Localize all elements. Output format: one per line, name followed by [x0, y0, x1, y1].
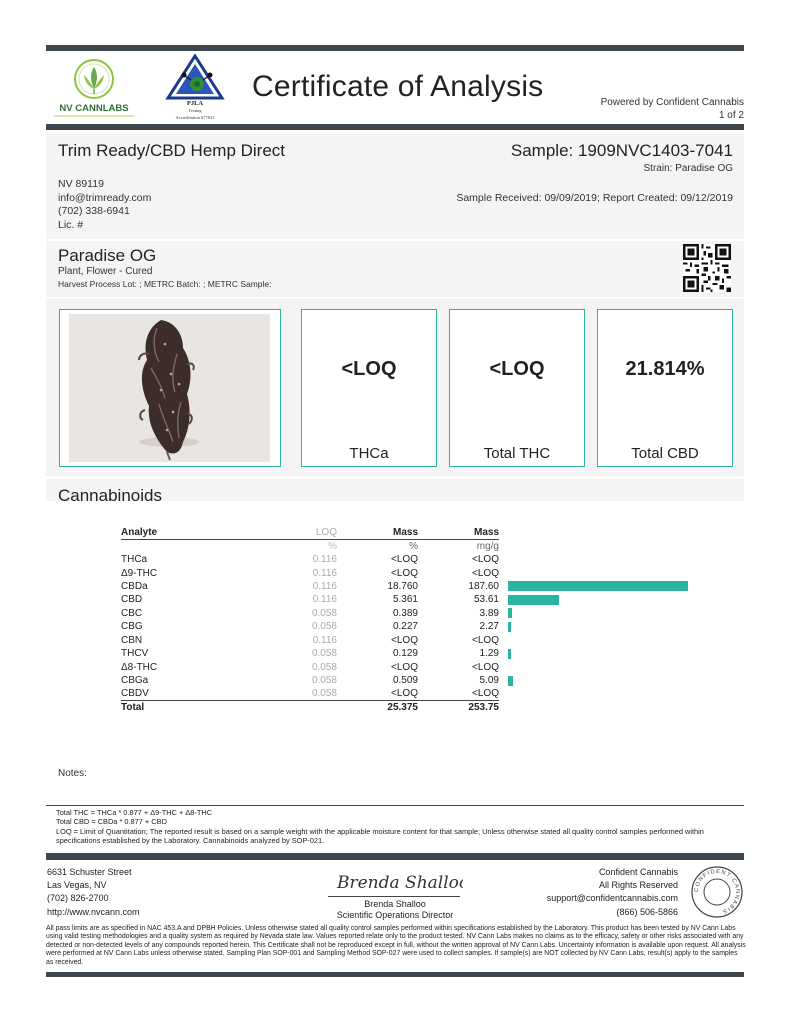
stat-card-thca	[301, 309, 437, 467]
analyte-mass-pct: <LOQ	[391, 634, 418, 646]
confident-cannabis-seal-icon	[690, 865, 744, 919]
analyte-mass-mgg: 3.89	[479, 607, 499, 619]
analyte-mass-pct: 5.361	[392, 594, 418, 606]
lab-phone: (702) 826-2700	[47, 893, 109, 904]
formula-loq-note: LOQ = Limit of Quantitation; The reported result is based on a sample weight with the applicable moisture content for that sample; Unless otherwise stated all quality control samples performed within specifications established by the Laboratory. Cannabinoids analyzed by SOP-021.	[56, 826, 704, 845]
analyte-mass-pct: 0.227	[392, 621, 418, 633]
table-row	[121, 620, 699, 633]
cc-contact	[547, 866, 678, 919]
analyte-loq: 0.058	[311, 688, 337, 700]
analyte-mass-mgg: <LOQ	[472, 661, 499, 673]
client-license: Lic. #	[58, 218, 84, 231]
analyte-name: Δ9-THC	[121, 567, 158, 579]
pjla-accreditation-logo	[164, 54, 226, 122]
analyte-mass-mgg: 53.61	[473, 594, 499, 606]
table-row	[121, 593, 699, 606]
analyte-bar-cell	[499, 634, 699, 647]
analyte-mass-pct: <LOQ	[391, 567, 418, 579]
analyte-loq: 0.116	[312, 580, 337, 592]
analyte-bar	[508, 622, 511, 632]
signature-text: Brenda Shalloo	[337, 873, 463, 893]
total-row	[121, 701, 699, 714]
lab-address	[47, 866, 140, 919]
analyte-mass-pct: 0.389	[392, 607, 418, 619]
col-header-bar	[499, 526, 699, 539]
analyte-name: CBGa	[121, 675, 149, 687]
analyte-bar-cell	[499, 607, 699, 620]
analyte-bar-cell	[499, 553, 699, 566]
client-info	[58, 178, 151, 232]
signer-name: Brenda Shalloo	[364, 899, 426, 909]
lab-street: 6631 Schuster Street	[47, 867, 132, 877]
analyte-bar-cell	[499, 620, 699, 633]
analyte-mass-pct: 18.760	[387, 580, 418, 592]
table-row	[121, 553, 699, 566]
analyte-bar	[508, 595, 559, 605]
col-header-mass-pct: Mass	[337, 526, 418, 539]
stat-label-total-cbd: Total CBD	[631, 445, 699, 462]
analyte-bar	[508, 676, 513, 686]
analyte-bar-cell	[499, 687, 699, 700]
analyte-loq: 0.116	[312, 594, 337, 606]
total-loq	[261, 701, 337, 714]
analyte-mass-mgg: 2.27	[479, 621, 499, 633]
table-row	[121, 647, 699, 660]
analyte-name: THCV	[121, 648, 149, 660]
analyte-bar-cell	[499, 674, 699, 687]
analyte-name: CBG	[121, 621, 143, 633]
analyte-mass-pct: 0.509	[392, 675, 418, 687]
seal-text: CONFIDENT CANNABIS	[693, 868, 741, 915]
analyte-mass-mgg: <LOQ	[472, 634, 499, 646]
col-header-analyte: Analyte	[121, 526, 261, 539]
analyte-loq: 0.116	[312, 634, 337, 646]
stat-card-total-cbd	[597, 309, 733, 467]
analyte-mass-mgg: 5.09	[479, 675, 499, 687]
analyte-bar-cell	[499, 660, 699, 673]
client-name: Trim Ready/CBD Hemp Direct	[58, 141, 286, 160]
stat-card-total-thc	[449, 309, 585, 467]
analyte-loq: 0.058	[311, 661, 337, 673]
unit-bar	[499, 539, 699, 552]
cc-phone: (866) 506-5866	[616, 906, 678, 917]
stat-label-thca: THCa	[349, 445, 389, 462]
stat-value-total-thc: <LOQ	[489, 358, 545, 380]
qr-code-icon	[683, 244, 731, 292]
table-row	[121, 674, 699, 687]
stat-value-total-cbd: 21.814%	[625, 358, 705, 380]
svg-text:NV CANNLABS: NV CANNLABS	[59, 103, 129, 114]
formula-total-cbd: Total CBD = CBDa * 0.877 + CBD	[56, 817, 167, 827]
product-type: Plant, Flower - Cured	[58, 266, 153, 277]
formulas-top-rule	[46, 805, 744, 806]
signature-line	[328, 896, 460, 897]
cc-email[interactable]: support@confidentcannabis.com	[546, 893, 678, 904]
analyte-name: Δ8-THC	[121, 661, 158, 673]
unit-loq: %	[328, 540, 337, 552]
analyte-mass-mgg: <LOQ	[472, 554, 499, 566]
total-bar-cell	[499, 701, 699, 714]
analyte-bar	[508, 608, 512, 618]
lab-city: Las Vegas, NV	[47, 880, 107, 891]
stat-value-thca: <LOQ	[341, 358, 397, 380]
table-row	[121, 607, 699, 620]
analyte-loq: 0.058	[311, 648, 337, 660]
analyte-bar-cell	[499, 647, 699, 660]
table-row	[121, 660, 699, 673]
product-name: Paradise OG	[58, 246, 157, 265]
analyte-name: THCa	[121, 554, 148, 566]
analyte-mass-mgg: 1.29	[479, 648, 499, 660]
analyte-bar-cell	[499, 593, 699, 606]
unit-mass-pct: %	[409, 540, 418, 552]
client-phone: (702) 338-6941	[58, 205, 130, 217]
disclaimer: All pass limits are as specified in NAC 453.A and DPBH Policies. Unless otherwise stated all quality control samples performed within specifications established by the Laboratory. This product has been tested by NV Cann Labs using valid testing methodologies and a quality system as required by Nevada state law. Values reported relate only to the product tested. NV Cann Labs makes no claims as to the efficacy, safety or other risks associated with any detected or non-detected levels of any compounds reported herein. This Certificate shall not be reproduced except in full, without the written approval of NV Cann Labs. Uncertainty information is available upon request. All analysis were performed at NV Cann Labs unless otherwise stated. Sampling Plan SOP-001 and Sampling Method SOP-027 were used to collect samples. If sample(s) are NOT collected by NV Cann Labs, result(s) apply to the samples as received.	[46, 925, 746, 966]
client-address: NV 89119	[58, 178, 104, 190]
product-lot-info: Harvest Process Lot: ; METRC Batch: ; METRC Sample:	[58, 279, 272, 289]
cc-rights: All Rights Reserved	[598, 880, 678, 891]
col-header-mass-mgg: Mass	[418, 526, 499, 539]
sample-photo	[69, 314, 270, 462]
unit-analyte	[121, 539, 261, 552]
client-email: info@trimready.com	[58, 191, 152, 204]
nv-cannlabs-logo	[48, 58, 140, 124]
signer-block	[300, 899, 490, 921]
table-row	[121, 566, 699, 579]
lab-website[interactable]: http://www.nvcann.com	[47, 906, 140, 917]
table-row	[121, 687, 699, 700]
analyte-bar-cell	[499, 580, 699, 593]
signer-title: Scientific Operations Director	[336, 910, 454, 920]
analyte-name: CBN	[121, 634, 143, 646]
table-header-row	[121, 526, 699, 539]
analyte-name: CBC	[121, 607, 143, 619]
table-row	[121, 580, 699, 593]
analyte-loq: 0.058	[311, 675, 337, 687]
analyte-mass-pct: <LOQ	[391, 554, 418, 566]
analyte-mass-mgg: 187.60	[468, 580, 499, 592]
footer-divider-bar	[46, 853, 744, 860]
signature	[333, 866, 463, 896]
cannabinoids-table	[121, 526, 699, 714]
bottom-bar	[46, 972, 744, 977]
page-number: 1 of 2	[718, 110, 744, 121]
top-bar	[46, 45, 744, 51]
stat-label-total-thc: Total THC	[483, 445, 551, 462]
analyte-name: CBD	[121, 594, 143, 606]
header-divider-bar	[46, 124, 744, 130]
table-row	[121, 634, 699, 647]
formulas	[56, 808, 736, 845]
sample-id: Sample: 1909NVC1403-7041	[510, 141, 733, 160]
analyte-loq: 0.116	[312, 567, 337, 579]
notes-label: Notes:	[58, 768, 87, 779]
analyte-mass-mgg: <LOQ	[472, 567, 499, 579]
analyte-mass-pct: 0.129	[392, 648, 418, 660]
analyte-mass-pct: <LOQ	[391, 688, 418, 700]
analyte-name: CBDV	[121, 688, 149, 700]
units-row	[121, 539, 699, 552]
col-header-loq: LOQ	[261, 526, 337, 539]
formula-total-thc: Total THC = THCa * 0.877 + Δ9-THC + Δ8-THC	[56, 808, 213, 817]
page-title: Certificate of Analysis	[252, 70, 544, 103]
analyte-bar	[508, 649, 511, 659]
svg-text:Accreditation #77653: Accreditation #77653	[175, 115, 215, 120]
powered-by	[601, 96, 744, 122]
svg-text:PJLA: PJLA	[186, 100, 204, 107]
analyte-loq: 0.058	[311, 621, 337, 633]
svg-text:Testing: Testing	[188, 108, 202, 113]
analyte-mass-mgg: <LOQ	[472, 688, 499, 700]
powered-by-text: Powered by Confident Cannabis	[600, 97, 744, 108]
analyte-bar-cell	[499, 566, 699, 579]
unit-mass-mgg: mg/g	[476, 540, 499, 552]
analyte-loq: 0.116	[312, 554, 337, 566]
cc-name: Confident Cannabis	[598, 867, 678, 877]
analyte-name: CBDa	[121, 580, 148, 592]
analyte-mass-pct: <LOQ	[391, 661, 418, 673]
total-label: Total	[121, 701, 261, 714]
total-mass-mgg: 253.75	[418, 701, 499, 714]
sample-dates: Sample Received: 09/09/2019; Report Created: 09/12/2019	[456, 192, 733, 204]
total-mass-pct: 25.375	[337, 701, 418, 714]
analyte-bar	[508, 581, 688, 591]
sample-photo-frame	[59, 309, 281, 467]
analyte-loq: 0.058	[311, 607, 337, 619]
strain-label: Strain: Paradise OG	[643, 163, 733, 174]
cannabinoids-title: Cannabinoids	[58, 486, 162, 505]
